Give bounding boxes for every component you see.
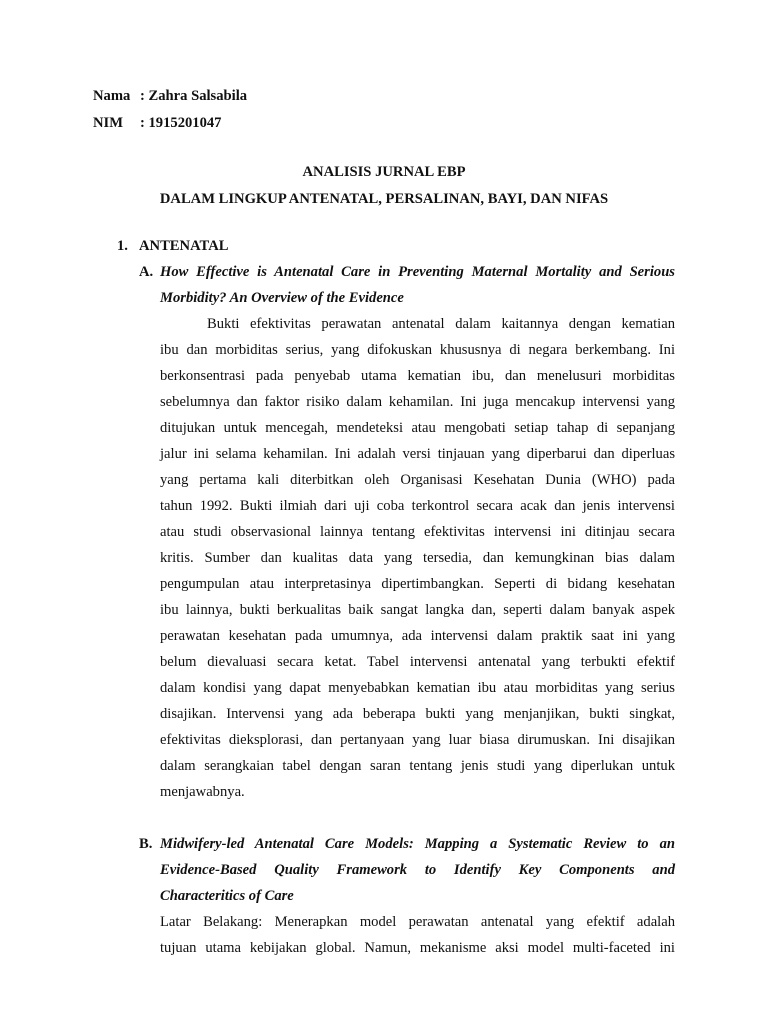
item-a-body-line: yang pertama kali diterbitkan oleh Organisasi Kesehatan Dunia (WHO) pada: [160, 472, 675, 488]
item-a-body-line: tahun 1992. Bukti ilmiah dari uji coba terkontrol secara acak dan jenis intervensi: [160, 498, 675, 514]
item-a-body-line: berkonsentrasi pada penyebab utama kematian ibu, dan menelusuri morbiditas: [160, 368, 675, 384]
item-a-letter: A.: [139, 264, 154, 280]
item-a-body-line: dalam kondisi yang dapat menyebabkan kematian ibu atau morbiditas yang serius: [160, 680, 675, 696]
item-b-letter: B.: [139, 836, 153, 852]
item-a-body-line: atau studi observasional lainnya tentang efektivitas intervensi ini ditinjau secara: [160, 524, 675, 540]
item-a-title-line: How Effective is Antenatal Care in Preventing Maternal Mortality and Serious: [160, 264, 675, 280]
nim-label: NIM: [93, 115, 123, 131]
item-a-body-line: dalam serangkaian tabel dengan saran tentang jenis studi yang diperlukan untuk: [160, 758, 675, 774]
title-line-1: ANALISIS JURNAL EBP: [302, 164, 466, 180]
item-a-body-line: ditujukan untuk mencegah, mendeteksi atau mengobati setiap tahap di sepanjang: [160, 420, 675, 436]
item-b-title-line: Characteritics of Care: [160, 888, 294, 904]
item-a-body-line: ibu lainnya, bukti berkualitas baik sangat langka dan, seperti dalam banyak aspek: [160, 602, 675, 618]
nim-value: : 1915201047: [140, 115, 222, 131]
item-b-title-line: Evidence-Based Quality Framework to Identify Key Components and: [160, 862, 675, 878]
name-label: Nama: [93, 88, 131, 104]
section-1-number: 1.: [117, 238, 128, 254]
item-a-body-line: sebelumnya dan faktor risiko dalam kehamilan. Ini juga mencakup intervensi yang: [160, 394, 675, 410]
item-b-title-line: Midwifery-led Antenatal Care Models: Mapping a Systematic Review to an: [160, 836, 675, 852]
item-a-body-line: ibu dan morbiditas serius, yang difokuskan khususnya di negara berkembang. Ini: [160, 342, 675, 358]
item-b-body-line: tujuan utama kebijakan global. Namun, mekanisme aksi model multi-faceted ini: [160, 940, 675, 956]
item-a-body-line: efektivitas dieksplorasi, dan pertanyaan yang luar biasa dirumuskan. Ini disajikan: [160, 732, 675, 748]
name-value: : Zahra Salsabila: [140, 88, 248, 104]
item-a-title-line: Morbidity? An Overview of the Evidence: [160, 290, 404, 306]
item-a-body-line: belum dievaluasi secara ketat. Tabel intervensi antenatal yang terbukti efektif: [160, 654, 675, 670]
item-b-body-line: Latar Belakang: Menerapkan model perawatan antenatal yang efektif adalah: [160, 914, 675, 930]
item-a-body-line: menjawabnya.: [160, 784, 245, 800]
item-a-body-line: Bukti efektivitas perawatan antenatal dalam kaitannya dengan kematian: [207, 316, 675, 332]
item-a-body-line: kritis. Sumber dan kualitas data yang tersedia, dan kemungkinan bias dalam: [160, 550, 675, 566]
item-a-body-line: disajikan. Intervensi yang ada beberapa bukti yang menjanjikan, bukti singkat,: [160, 706, 675, 722]
item-a-body-line: perawatan kesehatan pada umumnya, ada intervensi dalam praktik saat ini yang: [160, 628, 675, 644]
title-line-2: DALAM LINGKUP ANTENATAL, PERSALINAN, BAYI, DAN NIFAS: [159, 191, 609, 207]
item-a-body-line: pengumpulan atau interpretasinya dipertimbangkan. Seperti di bidang kesehatan: [160, 576, 675, 592]
item-a-body-line: jalur ini selama kehamilan. Ini adalah versi tinjauan yang diperbarui dan diperluas: [160, 446, 675, 462]
section-1-heading: ANTENATAL: [139, 238, 229, 254]
